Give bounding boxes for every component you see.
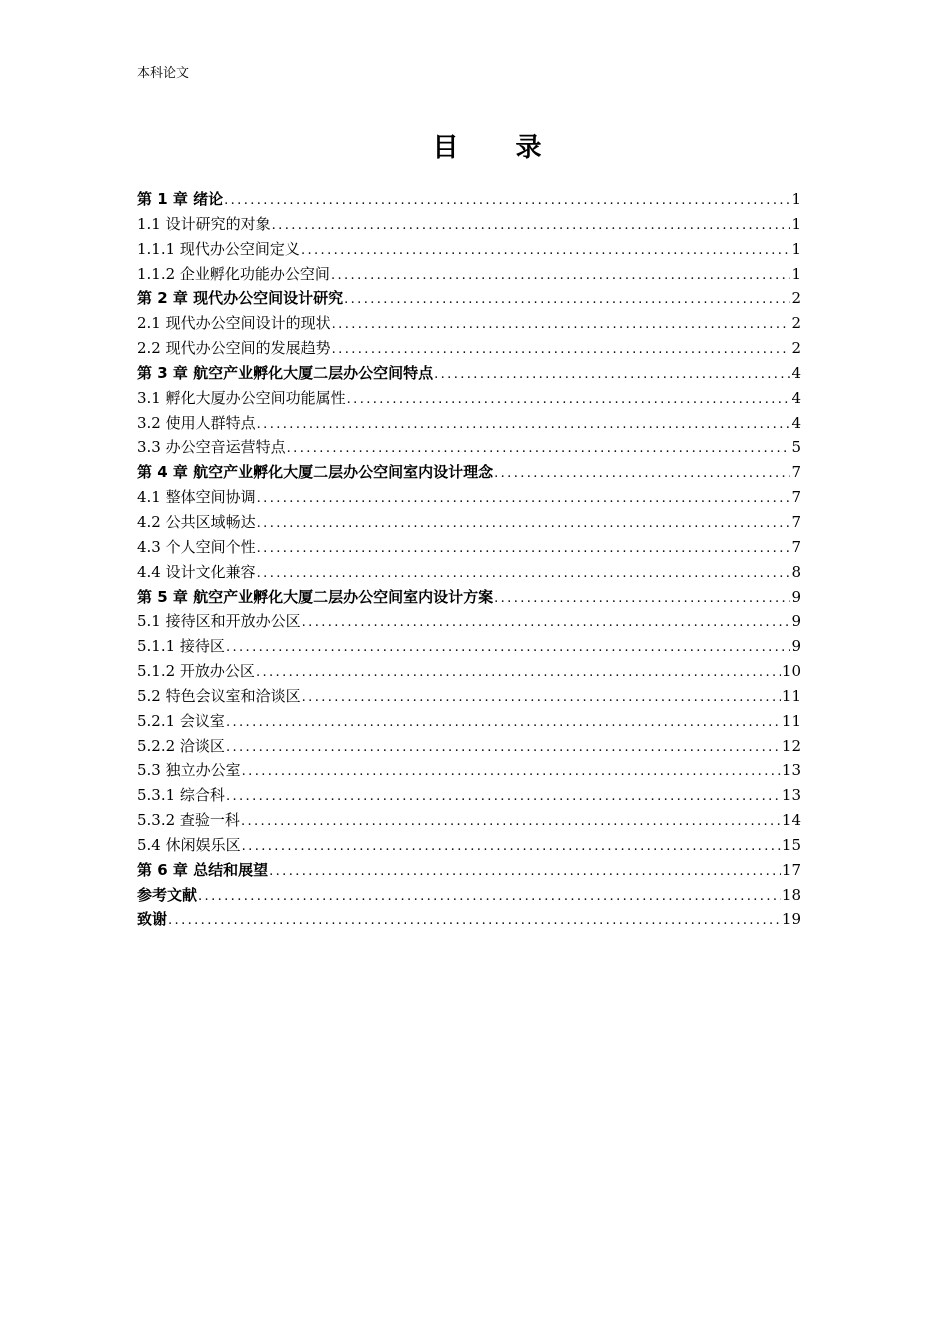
toc-entry-label: 4.4 设计文化兼容 bbox=[137, 562, 256, 581]
toc-chapter-entry[interactable] bbox=[137, 361, 801, 386]
toc-page-number: 14 bbox=[781, 811, 801, 830]
toc-entry-label: 参考文献 bbox=[137, 885, 198, 904]
toc-entry-label: 4.2 公共区域畅达 bbox=[137, 512, 256, 531]
toc-dot-leader bbox=[332, 336, 791, 361]
toc-dot-leader bbox=[332, 311, 791, 336]
toc-section-entry[interactable] bbox=[137, 833, 801, 858]
toc-entry-label: 第 6 章 总结和展望 bbox=[137, 860, 269, 879]
toc-dot-leader bbox=[226, 634, 791, 659]
toc-dot-leader bbox=[241, 808, 781, 833]
toc-entry-label: 第 3 章 航空产业孵化大厦二层办公空间特点 bbox=[137, 363, 434, 382]
toc-chapter-entry[interactable] bbox=[137, 460, 801, 485]
toc-dot-leader bbox=[344, 286, 790, 311]
toc-section-entry[interactable] bbox=[137, 560, 801, 585]
toc-page-number: 19 bbox=[781, 910, 801, 929]
toc-section-entry[interactable] bbox=[137, 659, 801, 684]
toc-page-number: 4 bbox=[791, 363, 801, 382]
toc-page-number: 11 bbox=[781, 686, 801, 705]
toc-section-entry[interactable] bbox=[137, 684, 801, 709]
toc-entry-label: 2.1 现代办公空间设计的现状 bbox=[137, 314, 331, 333]
toc-section-entry[interactable] bbox=[137, 336, 801, 361]
toc-page-number: 9 bbox=[791, 587, 801, 606]
toc-dot-leader bbox=[302, 684, 781, 709]
toc-dot-leader bbox=[226, 734, 781, 759]
toc-page-number: 7 bbox=[791, 463, 801, 482]
toc-dot-leader bbox=[272, 212, 791, 237]
toc-entry-label: 5.2.2 洽谈区 bbox=[137, 736, 225, 755]
toc-entry-label: 1.1 设计研究的对象 bbox=[137, 214, 271, 233]
toc-dot-leader bbox=[256, 659, 781, 684]
toc-dot-leader bbox=[331, 262, 791, 287]
toc-section-entry[interactable] bbox=[137, 435, 801, 460]
toc-page-number: 5 bbox=[791, 438, 801, 457]
toc-entry-label: 5.1.1 接待区 bbox=[137, 637, 225, 656]
toc-chapter-entry[interactable] bbox=[137, 187, 801, 212]
toc-entry-label: 3.2 使用人群特点 bbox=[137, 413, 256, 432]
toc-entry-label: 5.1 接待区和开放办公区 bbox=[137, 612, 301, 631]
toc-entry-label: 第 2 章 现代办公空间设计研究 bbox=[137, 289, 344, 308]
toc-entry-label: 4.3 个人空间个性 bbox=[137, 537, 256, 556]
toc-page-number: 2 bbox=[791, 314, 801, 333]
toc-section-entry[interactable] bbox=[137, 411, 801, 436]
toc-section-entry[interactable] bbox=[137, 311, 801, 336]
toc-page-number: 2 bbox=[791, 289, 801, 308]
toc-page-number: 1 bbox=[791, 264, 801, 283]
toc-page-number: 4 bbox=[791, 413, 801, 432]
toc-dot-leader bbox=[257, 411, 791, 436]
toc-section-entry[interactable] bbox=[137, 237, 801, 262]
toc-dot-leader bbox=[302, 609, 791, 634]
toc-page-number: 9 bbox=[791, 612, 801, 631]
toc-section-entry[interactable] bbox=[137, 709, 801, 734]
toc-entry-label: 4.1 整体空间协调 bbox=[137, 488, 256, 507]
toc-entry-label: 第 5 章 航空产业孵化大厦二层办公空间室内设计方案 bbox=[137, 587, 494, 606]
toc-page-number: 11 bbox=[781, 711, 801, 730]
toc-entry-label: 第 4 章 航空产业孵化大厦二层办公空间室内设计理念 bbox=[137, 463, 494, 482]
running-header: 本科论文 bbox=[137, 66, 190, 81]
toc-section-entry[interactable] bbox=[137, 758, 801, 783]
toc-dot-leader bbox=[494, 460, 790, 485]
toc-page-number: 7 bbox=[791, 512, 801, 531]
toc-chapter-entry[interactable] bbox=[137, 286, 801, 311]
toc-dot-leader bbox=[198, 883, 781, 908]
toc-page-number: 18 bbox=[781, 885, 801, 904]
toc-page-number: 1 bbox=[791, 214, 801, 233]
toc-page-number: 4 bbox=[791, 388, 801, 407]
toc-page-number: 13 bbox=[781, 761, 801, 780]
toc-page-number: 8 bbox=[791, 562, 801, 581]
toc-dot-leader bbox=[257, 510, 791, 535]
toc-entry-label: 第 1 章 绪论 bbox=[137, 190, 224, 208]
toc-dot-leader bbox=[226, 709, 781, 734]
toc-dot-leader bbox=[494, 585, 790, 610]
toc-dot-leader bbox=[226, 783, 781, 808]
toc-dot-leader bbox=[168, 907, 781, 932]
toc-dot-leader bbox=[257, 485, 791, 510]
toc-chapter-entry[interactable] bbox=[137, 858, 801, 883]
toc-chapter-entry[interactable] bbox=[137, 883, 801, 908]
toc-dot-leader bbox=[287, 435, 791, 460]
toc-entry-label: 3.1 孵化大厦办公空间功能属性 bbox=[137, 388, 346, 407]
toc-dot-leader bbox=[257, 535, 791, 560]
toc-section-entry[interactable] bbox=[137, 485, 801, 510]
toc-section-entry[interactable] bbox=[137, 386, 801, 411]
toc-dot-leader bbox=[301, 237, 791, 262]
toc-dot-leader bbox=[242, 833, 781, 858]
toc-entry-label: 致谢 bbox=[137, 910, 168, 929]
toc-dot-leader bbox=[257, 560, 791, 585]
table-of-contents bbox=[137, 187, 801, 932]
toc-section-entry[interactable] bbox=[137, 734, 801, 759]
toc-entry-label: 1.1.2 企业孵化功能办公空间 bbox=[137, 264, 330, 283]
toc-page-number: 17 bbox=[781, 860, 801, 879]
toc-page-number: 13 bbox=[781, 786, 801, 805]
toc-section-entry[interactable] bbox=[137, 609, 801, 634]
toc-section-entry[interactable] bbox=[137, 262, 801, 287]
toc-page-number: 1 bbox=[791, 190, 801, 208]
toc-section-entry[interactable] bbox=[137, 634, 801, 659]
toc-dot-leader bbox=[224, 187, 790, 212]
toc-section-entry[interactable] bbox=[137, 535, 801, 560]
toc-title: 目 录 bbox=[432, 133, 566, 163]
toc-section-entry[interactable] bbox=[137, 808, 801, 833]
toc-page-number: 7 bbox=[791, 537, 801, 556]
toc-entry-label: 5.1.2 开放办公区 bbox=[137, 662, 255, 681]
toc-page-number: 15 bbox=[781, 835, 801, 854]
toc-dot-leader bbox=[242, 758, 781, 783]
toc-section-entry[interactable] bbox=[137, 783, 801, 808]
toc-dot-leader bbox=[347, 386, 791, 411]
toc-entry-label: 1.1.1 现代办公空间定义 bbox=[137, 239, 300, 258]
toc-dot-leader bbox=[434, 361, 790, 386]
toc-section-entry[interactable] bbox=[137, 212, 801, 237]
toc-page-number: 7 bbox=[791, 488, 801, 507]
toc-entry-label: 5.2 特色会议室和洽谈区 bbox=[137, 686, 301, 705]
toc-entry-label: 2.2 现代办公空间的发展趋势 bbox=[137, 339, 331, 358]
toc-entry-label: 5.3.2 查验一科 bbox=[137, 811, 240, 830]
toc-page-number: 1 bbox=[791, 239, 801, 258]
toc-entry-label: 5.3 独立办公室 bbox=[137, 761, 241, 780]
toc-entry-label: 5.3.1 综合科 bbox=[137, 786, 225, 805]
toc-page-number: 9 bbox=[791, 637, 801, 656]
toc-page-number: 12 bbox=[781, 736, 801, 755]
toc-entry-label: 5.4 休闲娱乐区 bbox=[137, 835, 241, 854]
toc-section-entry[interactable] bbox=[137, 510, 801, 535]
toc-dot-leader bbox=[269, 858, 781, 883]
toc-entry-label: 5.2.1 会议室 bbox=[137, 711, 225, 730]
toc-page-number: 2 bbox=[791, 339, 801, 358]
toc-chapter-entry[interactable] bbox=[137, 585, 801, 610]
toc-page-number: 10 bbox=[781, 662, 801, 681]
toc-entry-label: 3.3 办公空音运营特点 bbox=[137, 438, 286, 457]
toc-chapter-entry[interactable] bbox=[137, 907, 801, 932]
